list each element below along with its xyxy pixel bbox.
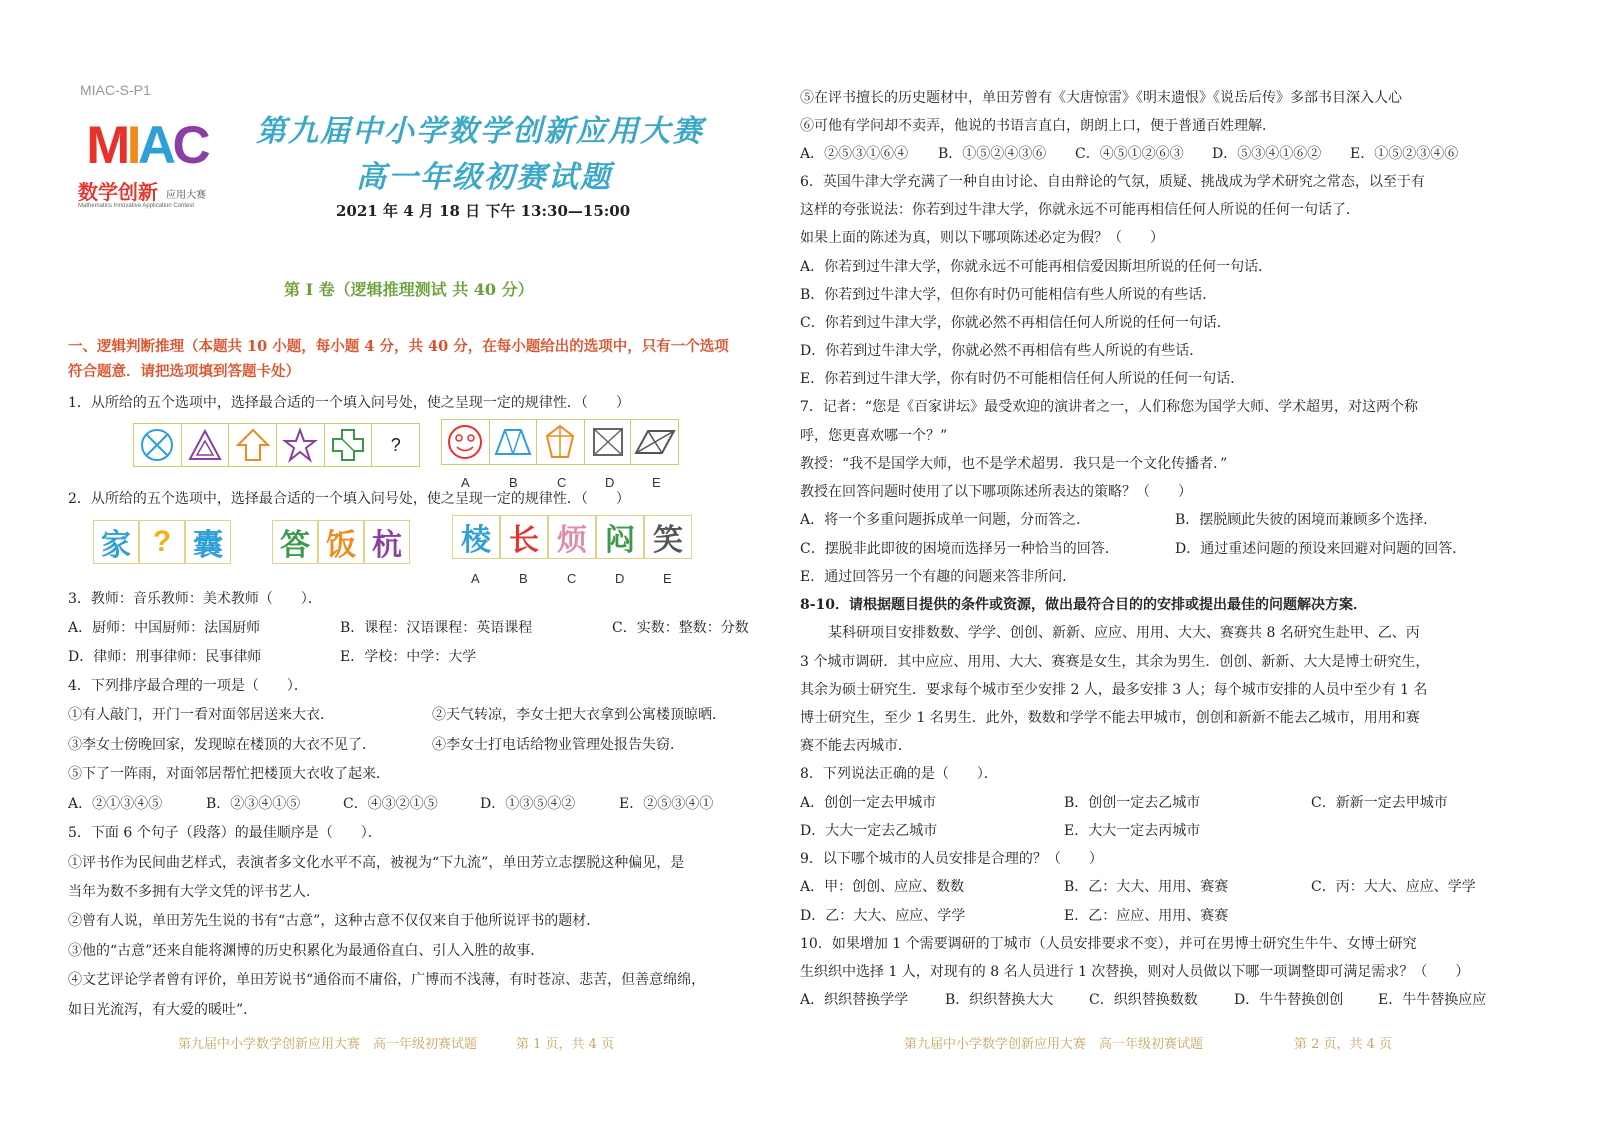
q2-char-3: 囊	[185, 520, 231, 564]
q4-opt-d: D．①③⑤④②	[480, 796, 576, 812]
q3-opt-d: D．律师：刑事律师：民事律师	[68, 649, 262, 665]
q1-fig-arrow	[229, 424, 277, 466]
q5-opt-b: B．①⑤②④③⑥	[938, 146, 1047, 162]
q5-sentence-4a: ④文艺评论学者曾有评价，单田芳说书“通俗而不庸俗，广博而不浅薄，有时苍凉、悲苦，但善意绵绵，	[68, 972, 706, 988]
q2-question-group-1	[93, 520, 231, 564]
q6-line2: 这样的夸张说法：你若到过牛津大学，你就永远不可能再相信任何人所说的任何一句话了．	[800, 202, 1360, 218]
q2-label-c: C	[567, 571, 577, 586]
q8-10-para-3: 其余为硕士研究生．要求每个城市至少安排 2 人，最多安排 3 人；每个城市安排的人员中至少有 1 名	[800, 682, 1428, 698]
q9-text: 9．以下哪个城市的人员安排是合理的？（ ）	[800, 851, 1103, 867]
q3-opt-e: E．学校：中学：大学	[340, 649, 477, 665]
q2-label-e: E	[663, 571, 672, 586]
q8-opt-c: C．新新一定去甲城市	[1311, 795, 1448, 811]
q1-opt-a-face	[442, 420, 490, 464]
q6-opt-c: C．你若到过牛津大学，你就必然不再相信任何人所说的任何一句话．	[800, 315, 1231, 331]
q5-sentence-6: ⑥可他有学问却不卖弄，他说的书语言直白，朗朗上口，便于普通百姓理解．	[800, 118, 1276, 134]
q1-fig-cross	[325, 424, 373, 466]
q10-opt-a: A．织织替换学学	[800, 992, 909, 1008]
q1-question-figures	[133, 423, 420, 467]
q1-text: 1．从所给的五个选项中，选择最合适的一个填入问号处，使之呈现一定的规律性．（ ）	[68, 395, 630, 411]
logo-text: MIAC	[86, 115, 208, 175]
q7-line2: 呼，您更喜欢哪一个？”	[800, 428, 948, 444]
q8-opt-e: E．大大一定去丙城市	[1064, 823, 1201, 839]
section-title: 第 I 卷（逻辑推理测试 共 40 分）	[284, 280, 534, 299]
footer-right: 第九届中小学数学创新应用大赛 高一年级初赛试题 第 2 页，共 4 页	[904, 1037, 1393, 1052]
footer-left: 第九届中小学数学创新应用大赛 高一年级初赛试题 第 1 页，共 4 页	[178, 1037, 615, 1052]
q1-label-c: C	[557, 475, 567, 490]
q4-opt-e: E．②⑤③④①	[619, 796, 714, 812]
q1-label-d: D	[605, 475, 615, 490]
q10-line1: 10．如果增加 1 个需要调研的丁城市（人员安排要求不变），并可在男博士研究生牛牛、女博士研究	[800, 936, 1417, 952]
q9-opt-c: C．丙：大大、应应、学学	[1311, 879, 1476, 895]
q1-fig-star	[277, 424, 325, 466]
q10-line2: 生织织中选择 1 人，对现有的 8 名人员进行 1 次替换，则对人员做以下哪一项调整即可满足需求？（ ）	[800, 964, 1470, 980]
q5-opt-d: D．⑤③④①⑥②	[1212, 146, 1322, 162]
q1-fig-circle-x	[134, 424, 182, 466]
q2-label-b: B	[519, 571, 528, 586]
q2-opt-a: 棱	[452, 515, 500, 559]
q1-question-mark: ?	[390, 434, 401, 455]
q8-opt-d: D．大大一定去乙城市	[800, 823, 938, 839]
q2-opt-d: 闷	[596, 515, 644, 559]
q8-text: 8．下列说法正确的是（ ）．	[800, 766, 998, 782]
q9-opt-d: D．乙：大大、应应、学学	[800, 908, 966, 924]
q3-opt-b: B．课程：汉语课程：英语课程	[340, 620, 533, 636]
q8-10-heading: 8-10．请根据题目提供的条件或资源，做出最符合目的的安排或提出最佳的问题解决方案．	[800, 597, 1368, 613]
q8-opt-a: A．创创一定去甲城市	[800, 795, 937, 811]
part-heading-line2: 符合题意．请把选项填到答题卡处）	[68, 363, 300, 380]
q10-opt-e: E．牛牛替换应应	[1378, 992, 1487, 1008]
q6-line3: 如果上面的陈述为真，则以下哪项陈述必定为假？（ ）	[800, 230, 1164, 246]
q5-sentence-1b: 当年为数不多拥有大学文凭的评书艺人．	[68, 884, 320, 900]
q2-label-a: A	[471, 571, 480, 586]
q2-label-d: D	[615, 571, 625, 586]
q1-opt-c-kite	[537, 420, 585, 464]
paper-title: 高一年级初赛试题	[356, 160, 612, 195]
q8-10-para-2: 3 个城市调研．其中应应、用用、大大、赛赛是女生，其余为男生．创创、新新、大大是博士研究生，	[800, 654, 1430, 670]
contest-title: 第九届中小学数学创新应用大赛	[256, 114, 704, 149]
q6-opt-a: A．你若到过牛津大学，你就永远不可能再相信爱因斯坦所说的任何一句话．	[800, 259, 1273, 275]
q2-char-6: 杭	[364, 520, 410, 564]
q2-text: 2．从所给的五个选项中，选择最合适的一个填入问号处，使之呈现一定的规律性．（ ）	[68, 491, 630, 507]
q1-label-e: E	[652, 475, 661, 490]
q8-10-para-5: 赛不能去丙城市．	[800, 738, 912, 754]
q9-opt-a: A．甲：创创、应应、数数	[800, 879, 965, 895]
paper-code: MIAC-S-P1	[80, 82, 151, 98]
q6-opt-d: D．你若到过牛津大学，你就必然不再相信有些人所说的有些话．	[800, 343, 1204, 359]
exam-datetime: 2021 年 4 月 18 日 下午 13:30—15:00	[336, 202, 631, 220]
q8-opt-b: B．创创一定去乙城市	[1064, 795, 1201, 811]
q8-10-para-4: 博士研究生，至少 1 名男生．此外，数数和学学不能去甲城市，创创和新新不能去乙城市，用用和赛	[800, 710, 1420, 726]
part-heading-line1: 一、逻辑判断推理（本题共 10 小题，每小题 4 分，共 40 分，在每小题给出的选项中，只有一个选项	[68, 338, 729, 355]
q1-option-figures	[441, 419, 679, 465]
q3-text: 3．教师：音乐教师：美术教师（ ）．	[68, 591, 322, 607]
q3-opt-a: A．厨师：中国厨师：法国厨师	[68, 620, 261, 636]
q9-opt-b: B．乙：大大、用用、赛赛	[1064, 879, 1229, 895]
q4-sentence-2: ②天气转凉，李女士把大衣拿到公寓楼顶晾晒．	[432, 707, 726, 723]
q5-sentence-5: ⑤在评书擅长的历史题材中，单田芳曾有《大唐惊雷》《明末遗恨》《说岳后传》多部书目深入人心	[800, 90, 1402, 106]
q1-label-b: B	[509, 475, 518, 490]
q2-opt-b: 长	[500, 515, 548, 559]
q7-opt-a: A．将一个多重问题拆成单一问题，分而答之．	[800, 512, 1091, 528]
q7-line1: 7．记者：“您是《百家讲坛》最受欢迎的演讲者之一，人们称您为国学大师、学术超男，对这两个称	[800, 399, 1419, 415]
q7-line3: 教授：“我不是国学大师，也不是学术超男．我只是一个文化传播者．”	[800, 456, 1228, 472]
q1-fig-triangle	[182, 424, 230, 466]
q5-sentence-2: ②曾有人说，单田芳先生说的书有“古意”，这种古意不仅仅来自于他所说评书的题材．	[68, 913, 601, 929]
q1-label-a: A	[461, 475, 470, 490]
q5-text: 5．下面 6 个句子（段落）的最佳顺序是（ ）．	[68, 825, 382, 841]
q2-opt-c: 烦	[548, 515, 596, 559]
q5-opt-e: E．①⑤②③④⑥	[1350, 146, 1459, 162]
q7-opt-e: E．通过回答另一个有趣的问题来答非所问．	[800, 569, 1077, 585]
q10-opt-b: B．织织替换大大	[945, 992, 1054, 1008]
q1-opt-d-square-x	[585, 420, 632, 464]
q7-opt-b: B．摆脱顾此失彼的困境而兼顾多个选择．	[1175, 512, 1438, 528]
q4-opt-c: C．④③②①⑤	[343, 796, 438, 812]
q5-opt-a: A．②⑤③①⑥④	[800, 146, 909, 162]
q4-sentence-4: ④李女士打电话给物业管理处报告失窃．	[432, 737, 684, 753]
q4-sentence-5: ⑤下了一阵雨，对面邻居帮忙把楼顶大衣收了起来．	[68, 766, 390, 782]
q3-opt-c: C．实数：整数：分数	[612, 620, 749, 636]
logo-english: Mathematics Innovative Application Contest	[78, 203, 195, 209]
q7-opt-c: C．摆脱非此即彼的困境而选择另一种恰当的回答．	[800, 541, 1119, 557]
q6-opt-e: E．你若到过牛津大学，你有时仍不可能相信任何人所说的任何一句话．	[800, 371, 1245, 387]
logo-subtitle: 数学创新	[78, 180, 158, 204]
q5-opt-c: C．④⑤①②⑥③	[1075, 146, 1184, 162]
q7-line4: 教授在回答问题时使用了以下哪项陈述所表达的策略？（ ）	[800, 484, 1192, 500]
q7-opt-d: D．通过重述问题的预设来回避对问题的回答．	[1175, 541, 1467, 557]
q1-opt-b-trapezoid	[490, 420, 538, 464]
logo-subtitle-2: 应用大赛	[166, 190, 206, 201]
q2-char-5: 饭	[318, 520, 364, 564]
q2-option-chars	[452, 515, 692, 559]
q2-opt-e: 笑	[644, 515, 692, 559]
miac-logo	[76, 110, 218, 209]
q8-10-para-1: 某科研项目安排数数、学学、创创、新新、应应、用用、大大、赛赛共 8 名研究生赴甲、乙、丙	[828, 625, 1420, 641]
q4-text: 4．下列排序最合理的一项是（ ）．	[68, 678, 308, 694]
q9-opt-e: E．乙：应应、用用、赛赛	[1064, 908, 1229, 924]
q6-opt-b: B．你若到过牛津大学，但你有时仍可能相信有些人所说的有些话．	[800, 287, 1217, 303]
q6-line1: 6．英国牛津大学充满了一种自由讨论、自由辩论的气氛，质疑、挑战成为学术研究之常态，以至于有	[800, 174, 1425, 190]
q2-question-group-2	[272, 520, 410, 564]
q2-char-4: 答	[272, 520, 318, 564]
q2-char-1: 家	[93, 520, 139, 564]
q10-opt-d: D．牛牛替换创创	[1234, 992, 1344, 1008]
q4-opt-b: B．②③④①⑤	[206, 796, 301, 812]
q4-opt-a: A．②①③④⑤	[68, 796, 163, 812]
q5-sentence-1a: ①评书作为民间曲艺样式，表演者多文化水平不高，被视为“下九流”，单田芳立志摆脱这种偏见，是	[68, 855, 685, 871]
q4-sentence-1: ①有人敲门，开门一看对面邻居送来大衣．	[68, 707, 334, 723]
q2-char-question: ?	[139, 520, 185, 564]
q1-opt-e-parallelogram	[631, 420, 678, 464]
q4-sentence-3: ③李女士傍晚回家，发现晾在楼顶的大衣不见了．	[68, 737, 376, 753]
q10-opt-c: C．织织替换数数	[1089, 992, 1198, 1008]
q5-sentence-4b: 如日光流泻，有大爱的暖吐”．	[68, 1002, 258, 1018]
q5-sentence-3: ③他的“古意”还来自能将渊博的历史积累化为最通俗直白、引人入胜的故事．	[68, 943, 545, 959]
